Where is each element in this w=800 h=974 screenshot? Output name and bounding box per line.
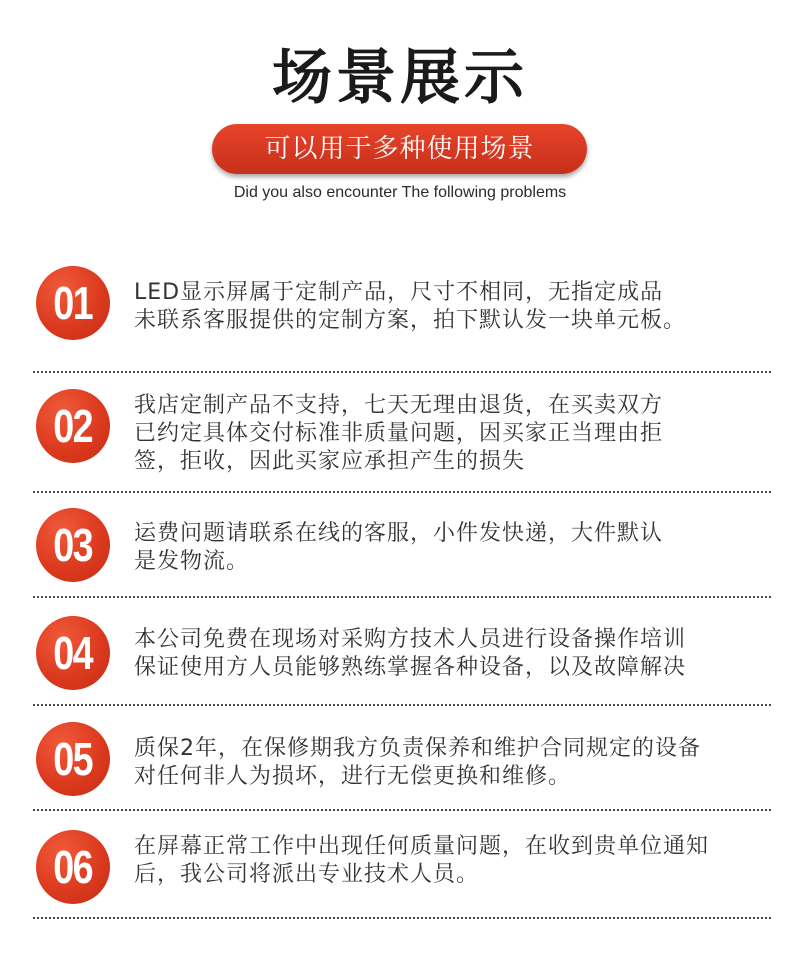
badge-number: 05 [53, 733, 93, 785]
number-badge-03 [36, 508, 110, 582]
item-line: 质保2年，在保修期我方负责保养和维护合同规定的设备 [134, 736, 701, 761]
number-badge-04 [36, 616, 110, 690]
number-badge-02 [36, 389, 110, 463]
item-line: 未联系客服提供的定制方案，拍下默认发一块单元板。 [134, 308, 687, 333]
number-badge-05 [36, 722, 110, 796]
badge-number: 03 [53, 519, 93, 571]
divider [33, 491, 771, 493]
item-line: 运费问题请联系在线的客服，小件发快递，大件默认 [134, 521, 664, 546]
item-line: 本公司免费在现场对采购方技术人员进行设备操作培训 [134, 627, 687, 652]
badge-number: 04 [53, 627, 93, 679]
page-subtitle: Did you also encounter The following problems [233, 184, 567, 201]
divider [33, 917, 771, 919]
number-badge-01 [36, 266, 110, 340]
item-text [134, 520, 774, 576]
item-line: 已约定具体交付标准非质量问题，因买家正当理由拒 [134, 421, 664, 446]
badge-number: 02 [53, 400, 93, 452]
item-text [134, 392, 774, 476]
item-text [134, 735, 774, 791]
item-line: 我店定制产品不支持，七天无理由退货，在买卖双方 [134, 393, 664, 418]
scenario-banner: 可以用于多种使用场景 [212, 124, 587, 174]
item-text [134, 833, 774, 889]
item-line: 是发物流。 [134, 549, 250, 574]
item-line: 在屏幕正常工作中出现任何质量问题，在收到贵单位通知 [134, 834, 710, 859]
divider [33, 371, 771, 373]
number-badge-06 [36, 830, 110, 904]
divider [33, 596, 771, 598]
item-line: 对任何非人为损坏，进行无偿更换和维修。 [134, 764, 572, 789]
item-text [134, 626, 774, 682]
page-title: 场景展示 [272, 43, 528, 113]
badge-number: 06 [53, 841, 93, 893]
item-line: LED显示屏属于定制产品，尺寸不相同，无指定成品 [134, 280, 664, 305]
item-line: 后，我公司将派出专业技术人员。 [134, 862, 480, 887]
badge-number: 01 [53, 277, 93, 329]
item-text [134, 279, 774, 335]
divider [33, 809, 771, 811]
item-line: 签，拒收，因此买家应承担产生的损失 [134, 449, 526, 474]
item-line: 保证使用方人员能够熟练掌握各种设备，以及故障解决 [134, 655, 687, 680]
divider [33, 704, 771, 706]
